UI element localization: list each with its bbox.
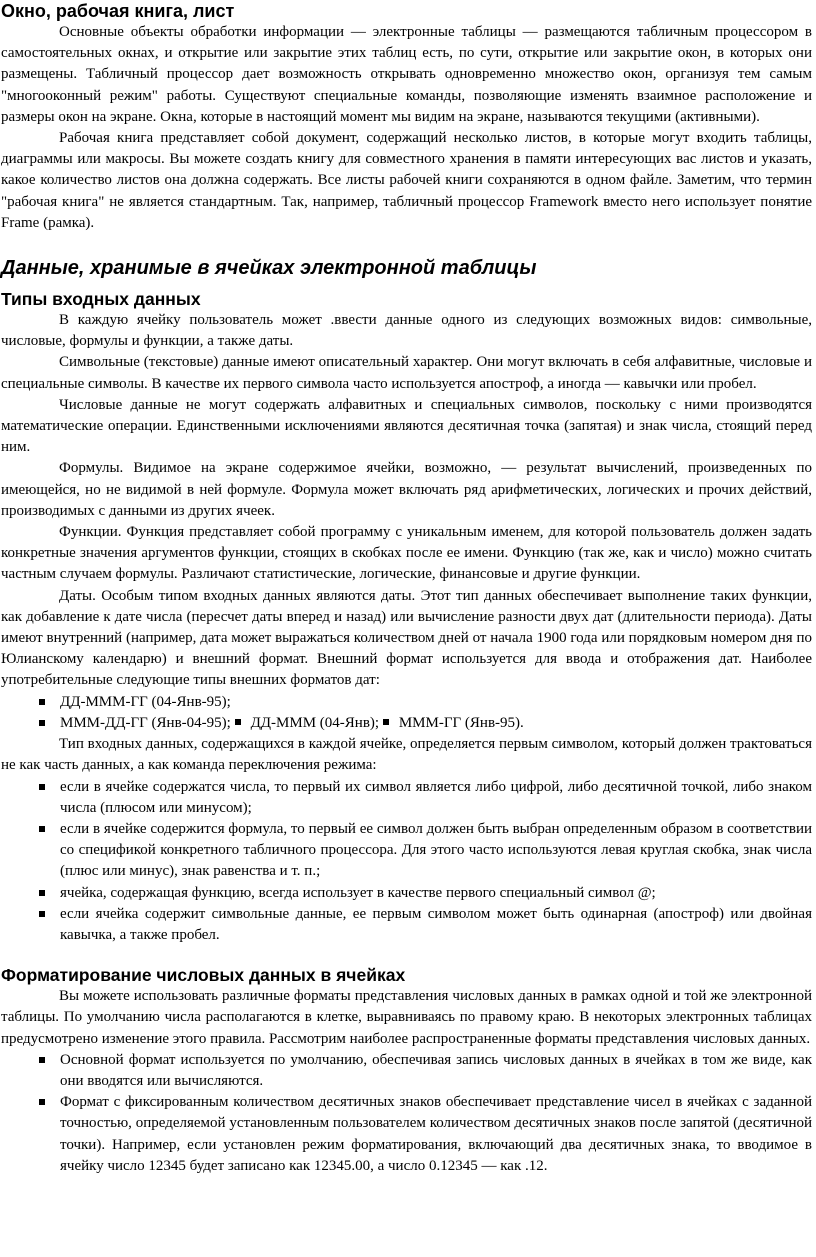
list-item: если в ячейке содержится формула, то первый ее символ должен быть выбран определенным образом в соответствии со спецификой конкретного табличного процессора. Для этого часто используются левая круглая скобка, знак числа (плюс или минус), знак равенства и т. п.;	[1, 819, 812, 883]
list-item: ДД-МММ-ГГ (04-Янв-95);	[1, 692, 812, 713]
paragraph: В каждую ячейку пользователь может .ввести данные одного из следующих возможных видов: символьные, числовые, формулы и функции, а также даты.	[1, 312, 812, 350]
paragraph: Функции. Функция представляет собой программу с уникальным именем, для которой пользователь должен задать конкретные значения аргументов функции, стоящих в скобках после ее имени. Функцию (так же, как и число) можно считать частным случаем формулы. Различают статистические, логические, финансовые и другие функции.	[1, 524, 812, 583]
paragraph: Основные объекты обработки информации — электронные таблицы — размещаются табличным процессором в самостоятельных окнах, и открытие или закрытие этих таблиц есть, по сути, открытие или закрытие окон, в которых они размещены. Табличный процессор дает возможность открывать одновременно множество окон, организуя тем самым "многооконный режим" работы. Существуют специальные команды, позволяющие изменять взаимное расположение и размеры окон на экране. Окна, которые в настоящий момент мы видим на экране, называются текущими (активными).	[1, 24, 812, 125]
subsection-heading-input-types: Типы входных данных	[1, 289, 201, 310]
paragraph: Тип входных данных, содержащихся в каждой ячейке, определяется первым символом, который должен трактоваться не как часть данных, а как команда переключения режима:	[1, 736, 812, 774]
paragraph: Числовые данные не могут содержать алфавитных и специальных символов, поскольку с ними производятся математические операции. Единственными исключениями являются десятичная точка (запятая) и знак числа, стоящий перед ним.	[1, 396, 812, 456]
subsection-heading-number-formatting: Форматирование числовых данных в ячейках	[1, 965, 406, 986]
paragraph: Символьные (текстовые) данные имеют описательный характер. Они могут включать в себя алфавитные, числовые и специальные символы. В качестве их первого символа часто используется апостроф, а иногда — кавычки или пробел.	[1, 354, 812, 392]
list-item: Формат с фиксированным количеством десятичных знаков обеспечивает представление чисел в ячейках с заданной точностью, определяемой установленным пользователем количеством десятичных знаков после запятой (десятичной точки). Например, если установлен режим форматирования, включающий два десятичных знака, то вводимое в ячейку число 12345 будет записано как 12345.00, а число 0.12345 — как .12.	[1, 1092, 812, 1177]
list-item: ДД-МММ (04-Янв);	[250, 714, 380, 731]
section-heading-cell-data: Данные, хранимые в ячейках электронной таблицы	[1, 257, 537, 280]
section-heading-window-workbook-sheet: Окно, рабочая книга, лист	[1, 1, 235, 21]
bullet-icon	[39, 720, 45, 726]
bullet-icon	[235, 719, 241, 725]
list-item: ячейка, содержащая функцию, всегда использует в качестве первого специальный символ @;	[1, 883, 812, 904]
date-format-list	[1, 692, 812, 713]
paragraph: Даты. Особым типом входных данных являются даты. Этот тип данных обеспечивает выполнение таких функции, как добавление к дате числа (пересчет даты вперед и назад) или вычисление разности двух дат (длительности периода). Даты имеют внутренний (например, дата может выражаться количеством дней от начала 1900 года или порядковым номером дня по Юлианскому календарю) и внешний формат. Внешний формат используется для ввода и отображения дат. Наиболее употребительные следующие типы внешних форматов дат:	[1, 587, 812, 689]
list-item: если ячейка содержит символьные данные, ее первым символом может быть одинарная (апостроф) или двойная кавычка, а также пробел.	[1, 904, 812, 946]
list-item: если в ячейке содержатся числа, то первый их символ является либо цифрой, либо десятичной точкой, либо знаком числа (плюсом или минусом);	[1, 777, 812, 819]
date-format-inline-list	[1, 713, 812, 734]
paragraph: Рабочая книга представляет собой документ, содержащий несколько листов, в которые могут входить таблицы, диаграммы или макросы. Вы можете создать книгу для совместного хранения в памяти интересующих вас листов и указать, какое количество листов она должна содержать. Все листы рабочей книги сохраняются в одном файле. Заметим, что термин "рабочая книга" не является стандартным. Так, например, табличный процессор Framework вместо него использует понятие Frame (рамка).	[1, 130, 812, 231]
bullet-icon	[383, 719, 389, 725]
list-item: МММ-ГГ (Янв-95).	[398, 714, 524, 731]
paragraph: Формулы. Видимое на экране содержимое ячейки, возможно, — результат вычислений, произведенных по имеющейся, но не видимой в ней формуле. Формула может включать ряд арифметических, логических и прочих действий, производимых с данными из других ячеек.	[1, 460, 812, 519]
paragraph: Вы можете использовать различные форматы представления числовых данных в рамках одной и той же электронной таблицы. По умолчанию числа располагаются в клетке, выравниваясь по правому краю. В некоторых электронных таблицах предусмотрено изменение этого правила. Рассмотрим наиболее распространенные форматы представления числовых данных.	[1, 988, 812, 1047]
list-item: Основной формат используется по умолчанию, обеспечивая запись числовых данных в ячейках в том же виде, как они вводятся или вычисляются.	[1, 1050, 812, 1092]
number-formats-list	[1, 1050, 812, 1177]
list-item: ММM-ДД-ГГ (Янв-04-95);	[60, 714, 231, 731]
first-symbol-rules-list	[1, 777, 812, 947]
